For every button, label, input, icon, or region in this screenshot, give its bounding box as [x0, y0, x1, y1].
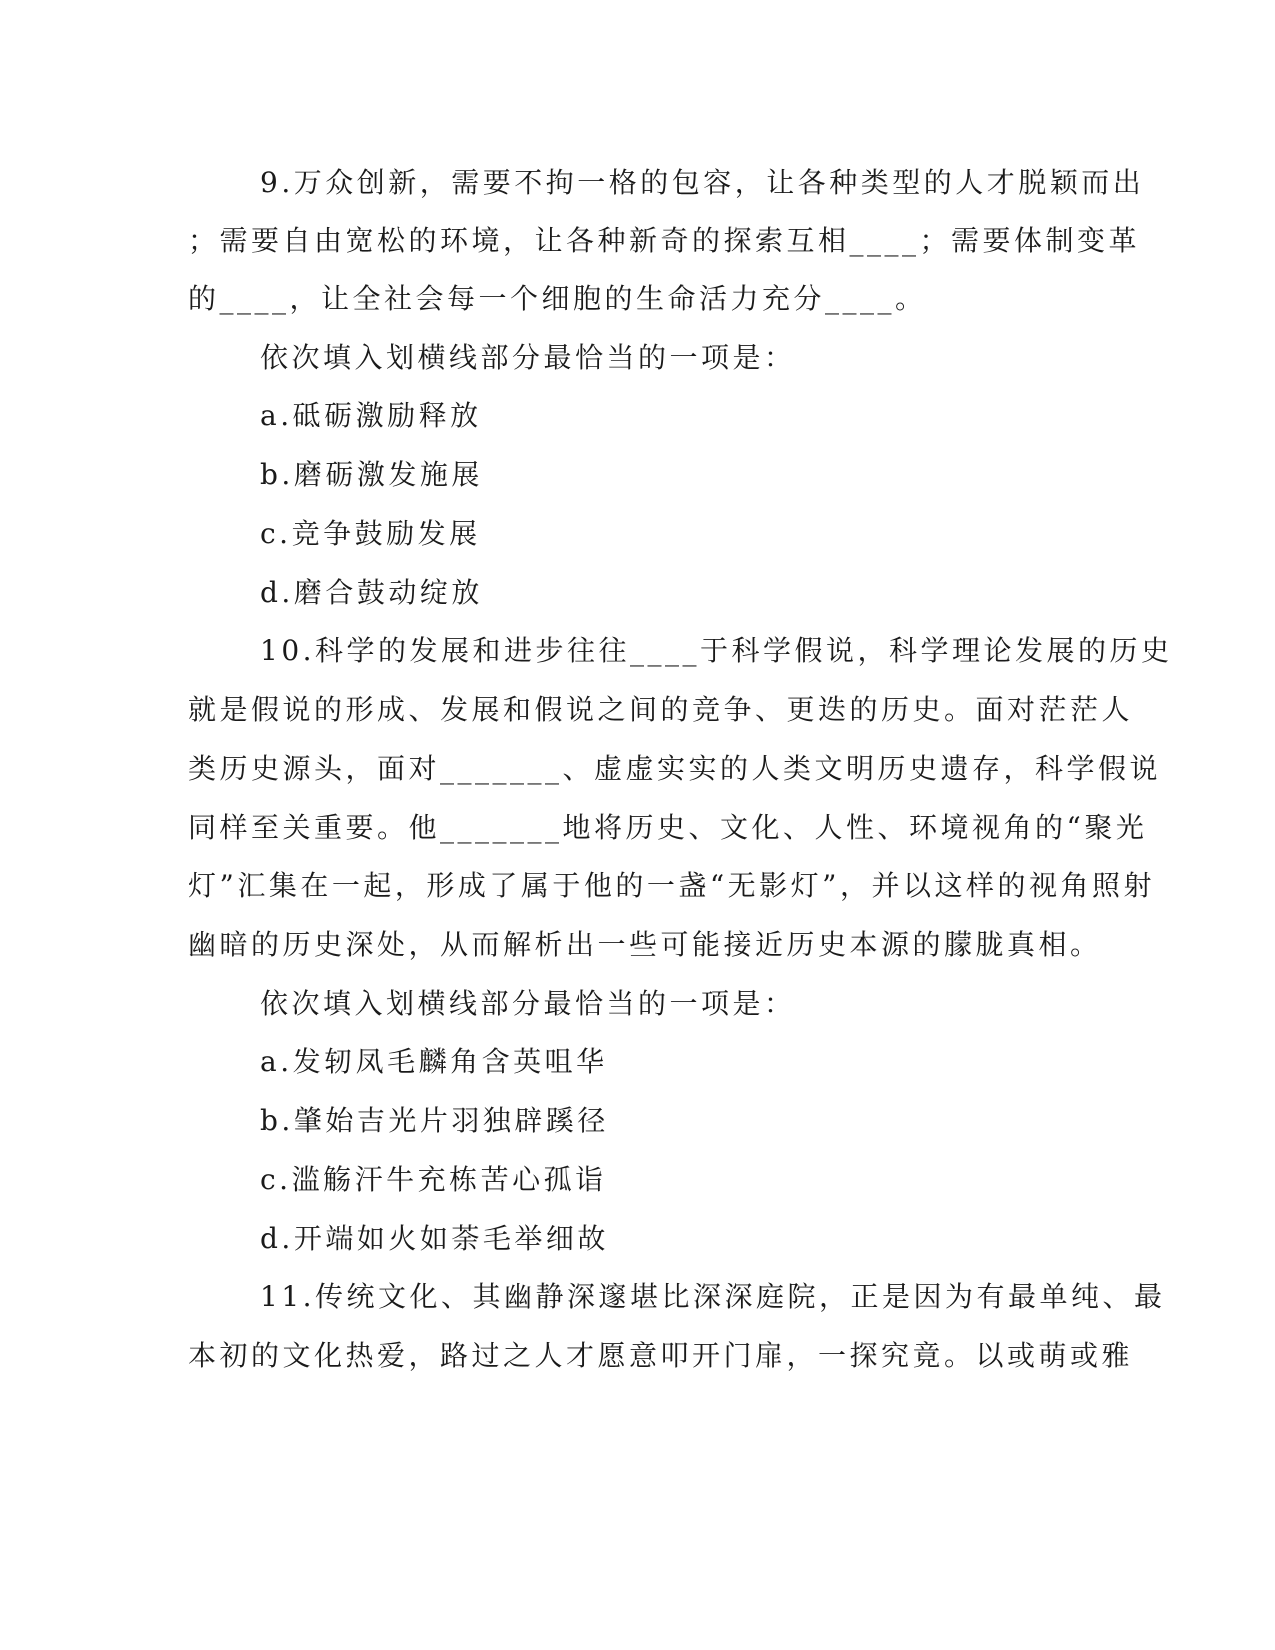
question-9-line-1: 9.万众创新，需要不拘一格的包容，让各种类型的人才脱颖而出 [260, 166, 1145, 199]
question-10-option-c: c.滥觞汗牛充栋苦心孤诣 [260, 1163, 607, 1196]
question-9-option-d: d.磨合鼓动绽放 [260, 576, 483, 609]
question-9-line-3: 的____，让全社会每一个细胞的生命活力充分____。 [188, 282, 927, 315]
question-10-prompt: 依次填入划横线部分最恰当的一项是： [260, 987, 796, 1020]
question-10-option-a: a.发轫凤毛麟角含英咀华 [260, 1045, 608, 1078]
question-11-line-2: 本初的文化热爱，路过之人才愿意叩开门扉，一探究竟。以或萌或雅 [188, 1339, 1134, 1372]
question-9-option-c: c.竞争鼓励发展 [260, 517, 481, 550]
question-10-line-4: 同样至关重要。他_______地将历史、文化、人性、环境视角的“聚光 [188, 811, 1148, 844]
question-9-option-b: b.磨砺激发施展 [260, 458, 483, 491]
question-10-line-5: 灯”汇集在一起，形成了属于他的一盏“无影灯”，并以这样的视角照射 [188, 869, 1155, 902]
question-9-option-a: a.砥砺激励释放 [260, 399, 482, 432]
question-10-line-1: 10.科学的发展和进步往往____于科学假说，科学理论发展的历史 [260, 634, 1173, 667]
question-9-line-2: ；需要自由宽松的环境，让各种新奇的探索互相____；需要体制变革 [188, 224, 1141, 257]
question-9-prompt: 依次填入划横线部分最恰当的一项是： [260, 341, 796, 374]
question-10-line-3: 类历史源头，面对_______、虚虚实实的人类文明历史遗存，科学假说 [188, 752, 1162, 785]
question-10-line-6: 幽暗的历史深处，从而解析出一些可能接近历史本源的朦胧真相。 [188, 928, 1102, 961]
question-10-option-d: d.开端如火如荼毛举细故 [260, 1222, 609, 1255]
question-10-option-b: b.肇始吉光片羽独辟蹊径 [260, 1104, 609, 1137]
question-11-line-1: 11.传统文化、其幽静深邃堪比深深庭院，正是因为有最单纯、最 [260, 1280, 1166, 1313]
question-10-line-2: 就是假说的形成、发展和假说之间的竞争、更迭的历史。面对茫茫人 [188, 693, 1134, 726]
